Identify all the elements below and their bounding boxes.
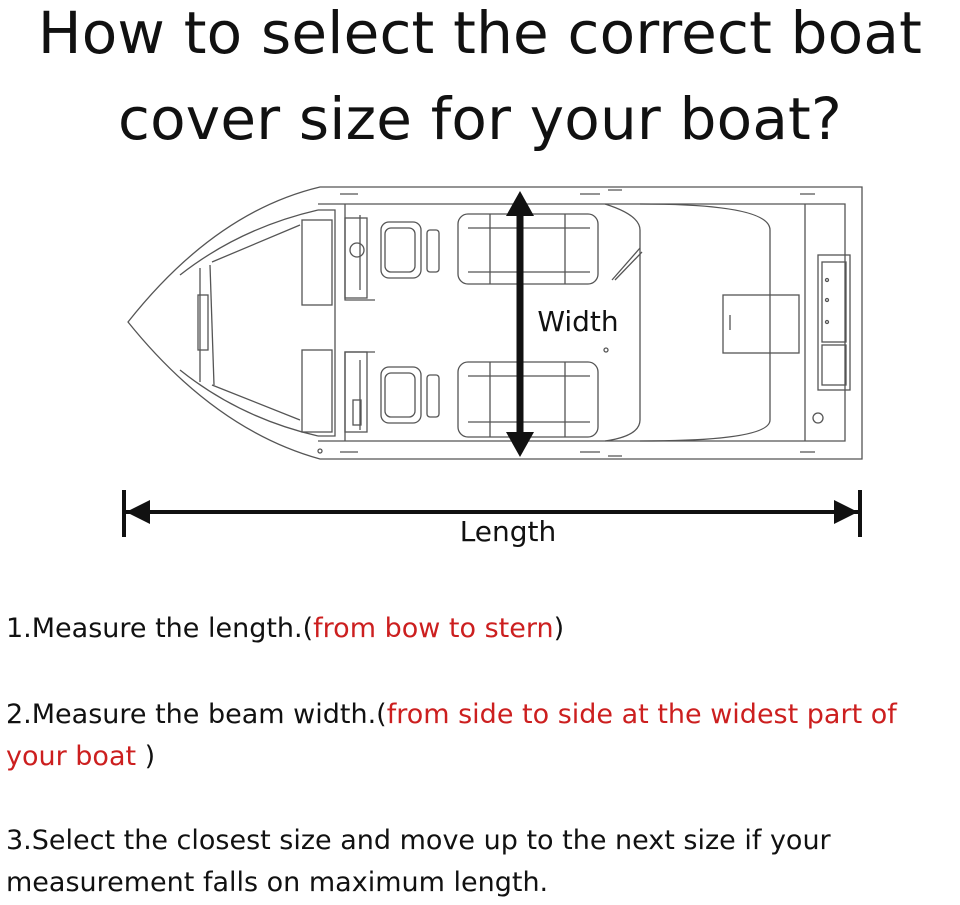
step-1-highlight: from bow to stern <box>313 613 554 644</box>
title-line-2: cover size for your boat? <box>118 85 842 153</box>
step-3-text: 3.Select the closest size and move up to the next size if your measurement falls on maximum length. <box>6 825 831 898</box>
step-2 <box>6 694 956 778</box>
step-1 <box>6 608 956 650</box>
width-arrow <box>506 191 534 457</box>
boat-outline <box>128 187 862 459</box>
width-label: Width <box>537 305 619 338</box>
length-label: Length <box>459 515 557 548</box>
boat-diagram <box>0 180 960 550</box>
step-1-text: 1.Measure the length.( <box>6 613 314 644</box>
step-2-suffix: ) <box>136 741 156 772</box>
step-1-suffix: ) <box>553 613 565 644</box>
title-line-1: How to select the correct boat <box>37 0 923 67</box>
step-3 <box>6 820 956 904</box>
step-2-text: 2.Measure the beam width.( <box>6 699 387 730</box>
step-2-highlight: from side to side at the widest part of your boat <box>6 699 897 772</box>
